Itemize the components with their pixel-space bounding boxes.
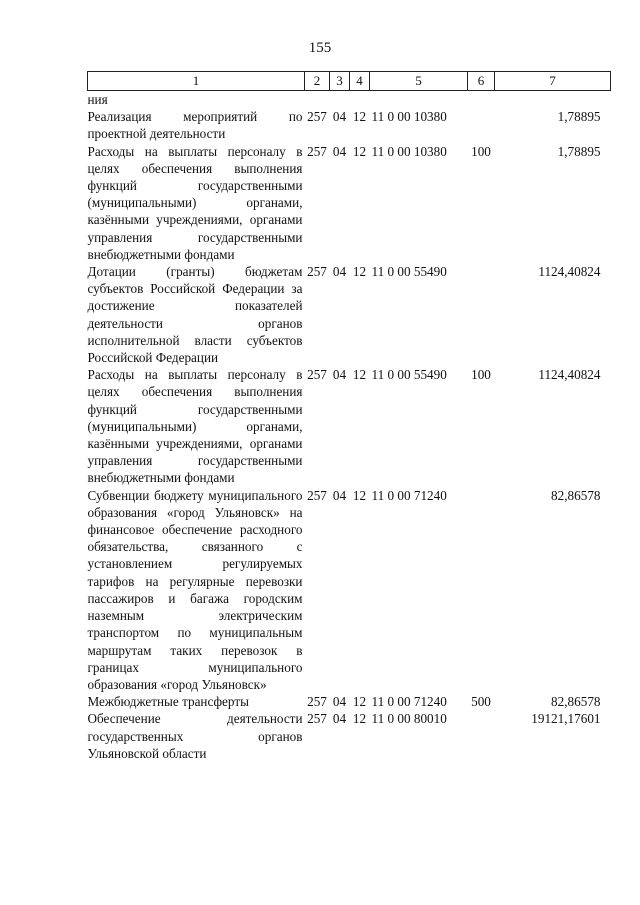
column-header: 1 [88, 72, 305, 91]
column-header: 6 [468, 72, 495, 91]
row-vr [468, 487, 495, 693]
row-vr [468, 263, 495, 366]
row-vr [468, 108, 495, 142]
column-header: 3 [330, 72, 350, 91]
row-gr: 257 [307, 711, 327, 727]
row-vr: 100 [471, 143, 491, 159]
row-description: Дотации (гранты) бюджетам субъектов Российской Федерации за достижение показателей деятельности органов исполнительной власти субъектов Российской Федерации [87, 264, 303, 366]
row-sum: 19121,17601 [531, 711, 601, 727]
table-row [88, 693, 611, 710]
column-header: 2 [305, 72, 330, 91]
row-vr: 100 [471, 367, 491, 383]
row-rz: 04 [332, 367, 347, 383]
row-sum: 1,78895 [557, 109, 601, 125]
page-number: 155 [308, 40, 332, 56]
row-description: Межбюджетные трансферты [87, 694, 249, 710]
row-description: Расходы на выплаты персоналу в целях обеспечения выполнения функций государственными (муниципальными) органами, казёнными учреждениями, органами управления государственными внебюджетными фондами [87, 367, 303, 486]
row-gr: 257 [307, 143, 327, 159]
table-row [88, 487, 611, 693]
column-header: 7 [495, 72, 611, 91]
row-sum: 1,78895 [557, 143, 601, 159]
row-pr: 12 [352, 109, 367, 125]
row-csr: 11 0 00 10380 [371, 143, 447, 159]
row-pr [350, 91, 370, 109]
row-sum: 1124,40824 [538, 367, 601, 383]
row-pr: 12 [352, 264, 367, 280]
row-description: Обеспечение деятельности государственных органов Ульяновской области [87, 711, 303, 761]
row-vr [468, 91, 495, 109]
row-pr: 12 [352, 487, 367, 503]
budget-table [87, 71, 611, 762]
row-sum: 82,86578 [551, 487, 601, 503]
row-rz: 04 [332, 109, 347, 125]
table-row [88, 143, 611, 263]
row-csr: 11 0 00 55490 [371, 264, 447, 280]
row-rz: 04 [332, 694, 347, 710]
table-header-row [88, 72, 611, 91]
row-gr: 257 [307, 264, 327, 280]
row-sum: 1124,40824 [538, 264, 601, 280]
row-sum: 82,86578 [551, 694, 601, 710]
row-csr [370, 91, 468, 109]
table-row [88, 91, 611, 109]
row-pr: 12 [352, 711, 367, 727]
row-rz: 04 [332, 264, 347, 280]
row-gr: 257 [307, 694, 327, 710]
row-csr: 11 0 00 71240 [371, 694, 447, 710]
table-row [88, 263, 611, 366]
row-csr: 11 0 00 10380 [371, 109, 447, 125]
row-description: Расходы на выплаты персоналу в целях обеспечения выполнения функций государственными (муниципальными) органами, казёнными учреждениями, органами управления государственными внебюджетными фондами [87, 143, 303, 262]
row-gr: 257 [307, 109, 327, 125]
row-vr [468, 710, 495, 762]
row-pr: 12 [352, 143, 367, 159]
row-description: ния [87, 92, 108, 107]
table-row [88, 366, 611, 486]
table-row [88, 108, 611, 142]
table-row [88, 710, 611, 762]
row-csr: 11 0 00 71240 [371, 487, 447, 503]
row-rz: 04 [332, 487, 347, 503]
row-rz [330, 91, 350, 109]
row-gr: 257 [307, 487, 327, 503]
row-sum [495, 91, 611, 109]
column-header: 4 [350, 72, 370, 91]
row-rz: 04 [332, 143, 347, 159]
row-pr: 12 [352, 694, 367, 710]
row-csr: 11 0 00 55490 [371, 367, 447, 383]
row-pr: 12 [352, 367, 367, 383]
row-description: Реализация мероприятий по проектной деятельности [87, 109, 303, 142]
row-description: Субвенции бюджету муниципального образования «город Ульяновск» на финансовое обеспечение расходного обязательства, связанного с установлением регулируемых тарифов на регулярные перевозки пассажиров и багажа городским наземным электрическим транспортом по муниципальным маршрутам таких перевозок в границах муниципального образования «город Ульяновск» [87, 487, 303, 692]
row-rz: 04 [332, 711, 347, 727]
row-csr: 11 0 00 80010 [371, 711, 447, 727]
column-header: 5 [370, 72, 468, 91]
row-gr: 257 [307, 367, 327, 383]
row-vr: 500 [471, 694, 491, 710]
row-gr [305, 91, 330, 109]
